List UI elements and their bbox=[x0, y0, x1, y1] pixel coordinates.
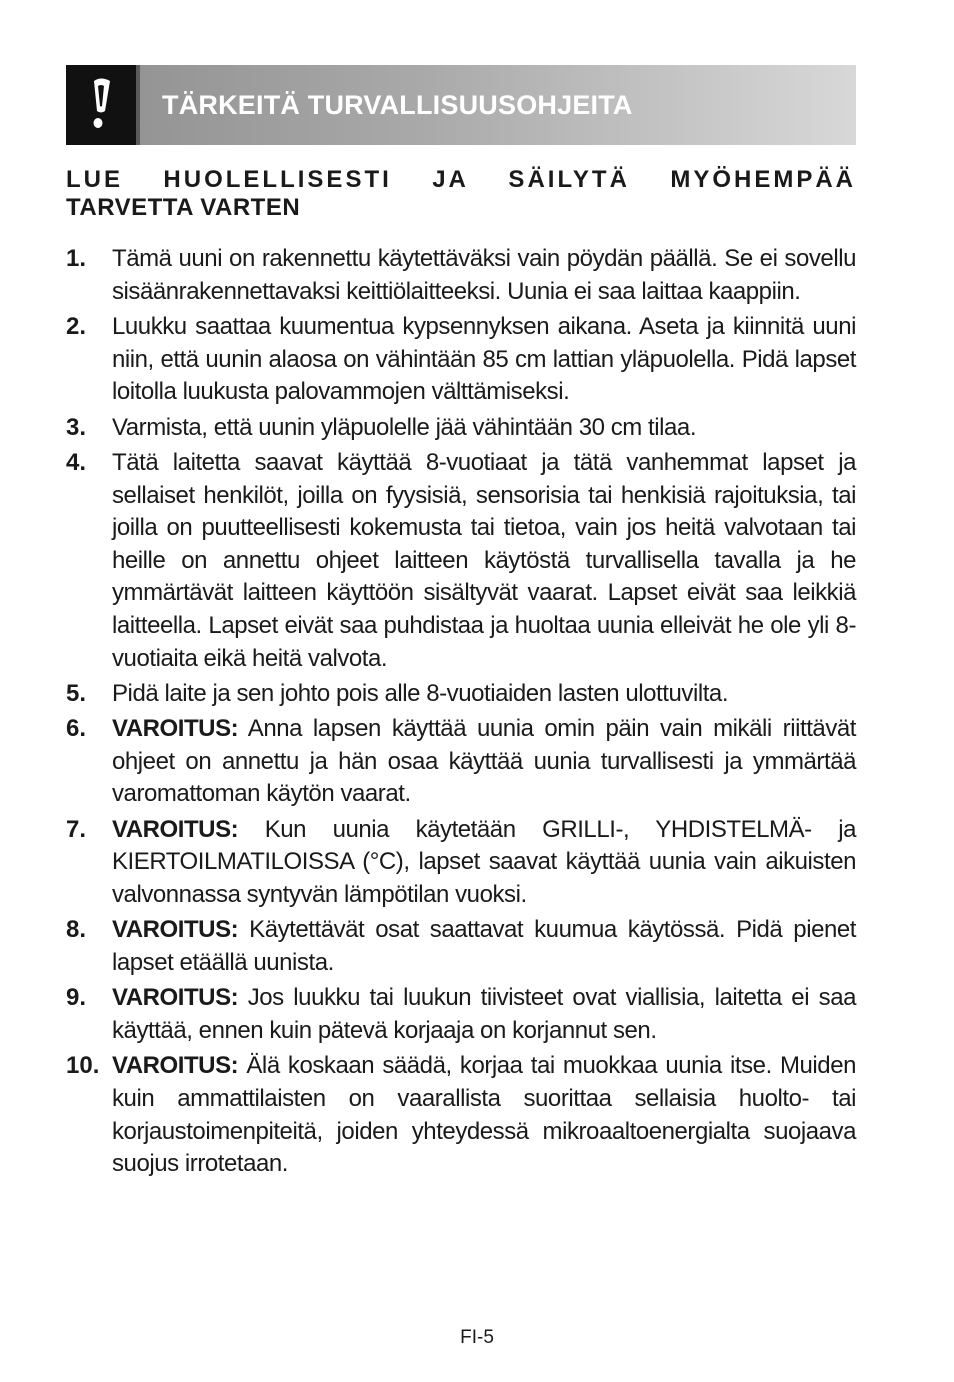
list-item bbox=[66, 243, 856, 308]
section-header bbox=[66, 65, 856, 145]
list-item bbox=[66, 311, 856, 409]
warning-label: VAROITUS: bbox=[112, 715, 239, 743]
list-item bbox=[66, 914, 856, 979]
item-text: Älä koskaan säädä, korjaa tai muokkaa uunia itse. Muiden kuin ammattilaisten on vaarallista suorittaa sellaisia huolto- tai korjaustoimenpiteitä, joiden yhteydessä mikroaaltoenergialta suojaava suojus irrotetaan. bbox=[112, 1052, 856, 1178]
header-title: TÄRKEITÄ TURVALLISUUSOHJEITA bbox=[162, 90, 633, 120]
list-item bbox=[66, 713, 856, 811]
item-text: Kun uunia käytetään GRILLI-, YHDISTELMÄ- ja KIERTOILMATILOISSA (°C), lapset saavat käyttää uunia vain aikuisten valvonnassa syntyvän lämpötilan vuoksi. bbox=[112, 815, 856, 909]
warning-label: VAROITUS: bbox=[112, 916, 239, 944]
item-text: Tämä uuni on rakennettu käytettäväksi vain pöydän päällä. Se ei sovellu sisäänrakennettavaksi keittiölaitteeksi. Uunia ei saa laittaa kaappiin. bbox=[112, 245, 856, 305]
warning-label: VAROITUS: bbox=[112, 1052, 239, 1080]
subheading-line-1: LUE HUOLELLISESTI JA SÄILYTÄ MYÖHEMPÄÄ bbox=[66, 166, 856, 193]
list-item bbox=[66, 1050, 856, 1180]
item-number: 4. bbox=[66, 448, 87, 476]
subheading-line-2: TARVETTA VARTEN bbox=[66, 194, 301, 221]
item-body bbox=[112, 713, 856, 811]
list-item bbox=[66, 447, 856, 675]
item-text: Anna lapsen käyttää uunia omin päin vain mikäli riittävät ohjeet on annettu ja hän osaa käyttää uunia turvallisesti ja ymmärtää varomattoman käytön vaarat. bbox=[112, 715, 856, 808]
item-number: 1. bbox=[66, 245, 87, 272]
item-text: Tätä laitetta saavat käyttää 8-vuotiaat ja tätä vanhemmat lapset ja sellaiset henkilöt, joilla on fyysisiä, sensorisia tai henkisiä rajoituksia, tai joilla on puutteellisesti kokemusta tai tietoa, vain jos heitä valvotaan tai heille on annettu ohjeet laitteen käytöstä turvallisella tavalla ja he ymmärtävät laitteen käyttöön sisältyvät vaarat. Lapset eivät saa leikkiä laitteella. Lapset eivät saa puhdistaa ja huoltaa uunia elleivät he ole yli 8-vuotiaita eikä heitä valvota. bbox=[112, 448, 856, 672]
item-text: Käytettävät osat saattavat kuumua käytössä. Pidä pienet lapset etäällä uunista. bbox=[112, 916, 856, 977]
item-number: 8. bbox=[66, 916, 87, 944]
item-body bbox=[112, 982, 856, 1047]
item-text: Luukku saattaa kuumentua kypsennyksen aikana. Aseta ja kiinnitä uuni niin, että uunin alaosa on vähintään 85 cm lattian yläpuolella. Pidä lapset loitolla luukusta palovammojen välttämiseksi. bbox=[112, 312, 856, 406]
item-text: Pidä laite ja sen johto pois alle 8-vuotiaiden lasten ulottuvilta. bbox=[112, 679, 729, 707]
page-number: FI-5 bbox=[460, 1327, 494, 1348]
item-text: Jos luukku tai luukun tiivisteet ovat viallisia, laitetta ei saa käyttää, ennen kuin pätevä korjaaja on korjannut sen. bbox=[112, 984, 856, 1045]
item-number: 7. bbox=[66, 815, 87, 843]
list-item bbox=[66, 412, 856, 445]
item-number: 9. bbox=[66, 984, 87, 1012]
item-number: 2. bbox=[66, 312, 87, 340]
item-body bbox=[112, 1050, 856, 1180]
item-number: 5. bbox=[66, 679, 87, 707]
item-number: 6. bbox=[66, 715, 87, 743]
item-text: Varmista, että uunin yläpuolelle jää vähintään 30 cm tilaa. bbox=[112, 413, 697, 441]
warning-label: VAROITUS: bbox=[112, 984, 239, 1012]
item-number: 10. bbox=[66, 1052, 100, 1080]
item-body bbox=[112, 914, 856, 979]
item-body bbox=[112, 814, 856, 912]
list-item bbox=[66, 982, 856, 1047]
list-item bbox=[66, 814, 856, 912]
safety-instructions-list bbox=[66, 243, 856, 1184]
exclamation-icon bbox=[66, 65, 140, 145]
item-number: 3. bbox=[66, 413, 87, 441]
warning-label: VAROITUS: bbox=[112, 815, 239, 843]
list-item bbox=[66, 678, 856, 711]
subheading bbox=[66, 166, 856, 222]
